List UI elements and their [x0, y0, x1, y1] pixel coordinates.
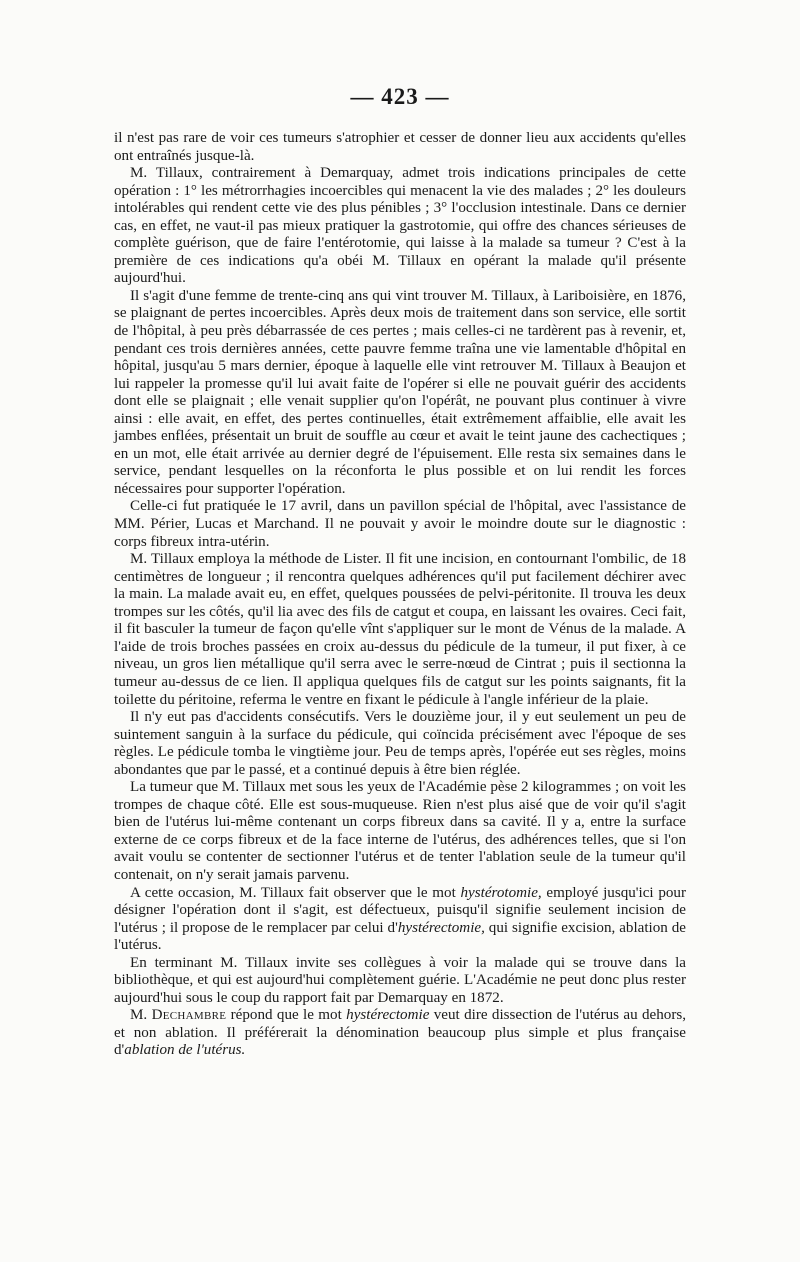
paragraph-2: M. Tillaux, contrairement à Demarquay, admet trois indications principales de cette opération : 1° les métrorrhagies incoercibles qui menacent la vie des malades ; 2° les douleurs intolérables qui rendent cette vie des plus pénibles ; 3° l'occlusion intestinale. Dans ce dernier cas, en effet, ne vaut-il pas mieux pratiquer la gastrotomie, qui offre des chances sérieuses de complète guérison, que de faire l'entérotomie, qui laisse à la malade sa tumeur ? C'est à la première de ces indications qu'a obéi M. Tillaux en opérant la malade qu'il présente aujourd'hui. [114, 165, 686, 287]
paragraph-8-text-a: A cette occasion, M. Tillaux fait observer que le mot [130, 884, 461, 901]
paragraph-10-text-e: veut dire dissection de l'utérus au dehors, et non ablation. Il préférerait la dénomination beaucoup plus simple et plus française d' [114, 1007, 687, 1059]
paragraph-6: Il n'y eut pas d'accidents consécutifs. Vers le douzième jour, il y eut seulement un peu de suintement sanguin à la surface du pédicule, qui coïncida précisément avec l'époque de ses règles. Le pédicule tomba le vingtième jour. Peu de temps après, l'opérée eut ses règles, moins abondantes que par le passé, et a continué depuis à être bien réglée. [114, 709, 686, 778]
speaker-name: Dechambre [151, 1007, 227, 1024]
paragraph-4: Celle-ci fut pratiquée le 17 avril, dans un pavillon spécial de l'hôpital, avec l'assistance de MM. Périer, Lucas et Marchand. Il ne pouvait y avoir le moindre doute sur le diagnostic : corps fibreux intra-utérin. [114, 498, 686, 550]
paragraph-10-text-a: M. [130, 1007, 152, 1024]
paragraph-10-text-c: répond que le mot [226, 1007, 347, 1024]
term-hysterectomie-2: hystérectomie [346, 1007, 430, 1024]
paragraph-3: Il s'agit d'une femme de trente-cinq ans qui vint trouver M. Tillaux, à Lariboisière, en 1876, se plaignant de pertes incoercibles. Après deux mois de traitement dans son service, elle sortit de l'hôpital, à peu près débarrassée de ces pertes ; mais celles-ci ne tardèrent pas à revenir, et, pendant ces trois dernières années, cette pauvre femme traîna une vie lamentable d'hôpital en hôpital, jusqu'au 5 mars dernier, époque à laquelle elle vint retrouver M. Tillaux à Beaujon et lui rappeler la promesse qu'il lui avait faite de l'opérer si elle ne pouvait guérir des accidents dont elle se plaignait ; elle venait supplier qu'on l'opérât, ne pouvant plus continuer à vivre ainsi : elle avait, en effet, des pertes continuelles, était extrêmement affaiblie, elle avait les jambes enflées, présentait un bruit de souffle au cœur et avait le teint jaune des cachectiques ; en un mot, elle était arrivée au dernier degré de l'épuisement. Elle resta six semaines dans le service, pendant lesquelles on la réconforta le plus possible et on lui rendit les forces nécessaires pour supporter l'opération. [114, 287, 686, 497]
paragraph-10 [114, 1007, 686, 1060]
book-page [114, 84, 686, 1060]
paragraph-8-text-e: qui signifie excision, ablation de l'utérus. [114, 919, 686, 954]
paragraph-7: La tumeur que M. Tillaux met sous les yeux de l'Académie pèse 2 kilogrammes ; on voit les trompes de chaque côté. Elle est sous-muqueuse. Rien n'est plus aisé que de voir qu'il s'agit bien de l'utérus lui-même contenant un corps fibreux dans sa cavité. Il y a, entre la surface externe de ce corps fibreux et de la face interne de l'utérus, des adhérences telles, que si l'on avait voulu se contenter de sectionner l'utérus et de tenter l'ablation seule de la tumeur qu'il contenait, on n'y serait jamais parvenu. [114, 779, 686, 883]
paragraph-5: M. Tillaux employa la méthode de Lister. Il fit une incision, en contournant l'ombilic, de 18 centimètres de longueur ; il rencontra quelques adhérences qu'il put facilement déchirer avec la main. La malade avait eu, en effet, quelques poussées de pelvi-péritonite. Il trouva les deux trompes sur les côtés, qu'il lia avec des fils de catgut et coupa, en laissant les ovaires. Ceci fait, il fit basculer la tumeur de façon qu'elle vînt s'appliquer sur le mont de Vénus de la malade. A l'aide de trois broches passées en croix au-dessus du pédicule de la tumeur, il put fixer, à ce niveau, un gros lien métallique qu'il serra avec le serre-nœud de Cintrat ; puis il sectionna la tumeur au-dessus de ce lien. Il appliqua quelques fils de catgut sur les points saignants, fit la toilette du péritoine, referma le ventre en fixant le pédicule à l'angle inférieur de la plaie. [114, 551, 686, 708]
paragraph-8 [114, 885, 686, 955]
paragraph-8-text-c: employé jusqu'ici pour désigner l'opération dont il s'agit, est défectueux, puisqu'il signifie seulement incision de l'utérus ; il propose de le remplacer par celui d' [114, 884, 686, 936]
paragraph-1: il n'est pas rare de voir ces tumeurs s'atrophier et cesser de donner lieu aux accidents qu'elles ont entraînés jusque-là. [114, 130, 686, 164]
term-hysterotomie: hystérotomie, [460, 884, 542, 901]
term-ablation: ablation de l'utérus. [124, 1042, 246, 1059]
page-number: — 423 — [350, 84, 450, 109]
paragraph-9: En terminant M. Tillaux invite ses collègues à voir la malade qui se trouve dans la bibliothèque, et qui est aujourd'hui complètement guérie. L'Académie ne peut donc plus rester aujourd'hui sous le coup du rapport fait par Demarquay en 1872. [114, 954, 686, 1006]
term-hysterectomie: hystérectomie, [397, 919, 485, 936]
